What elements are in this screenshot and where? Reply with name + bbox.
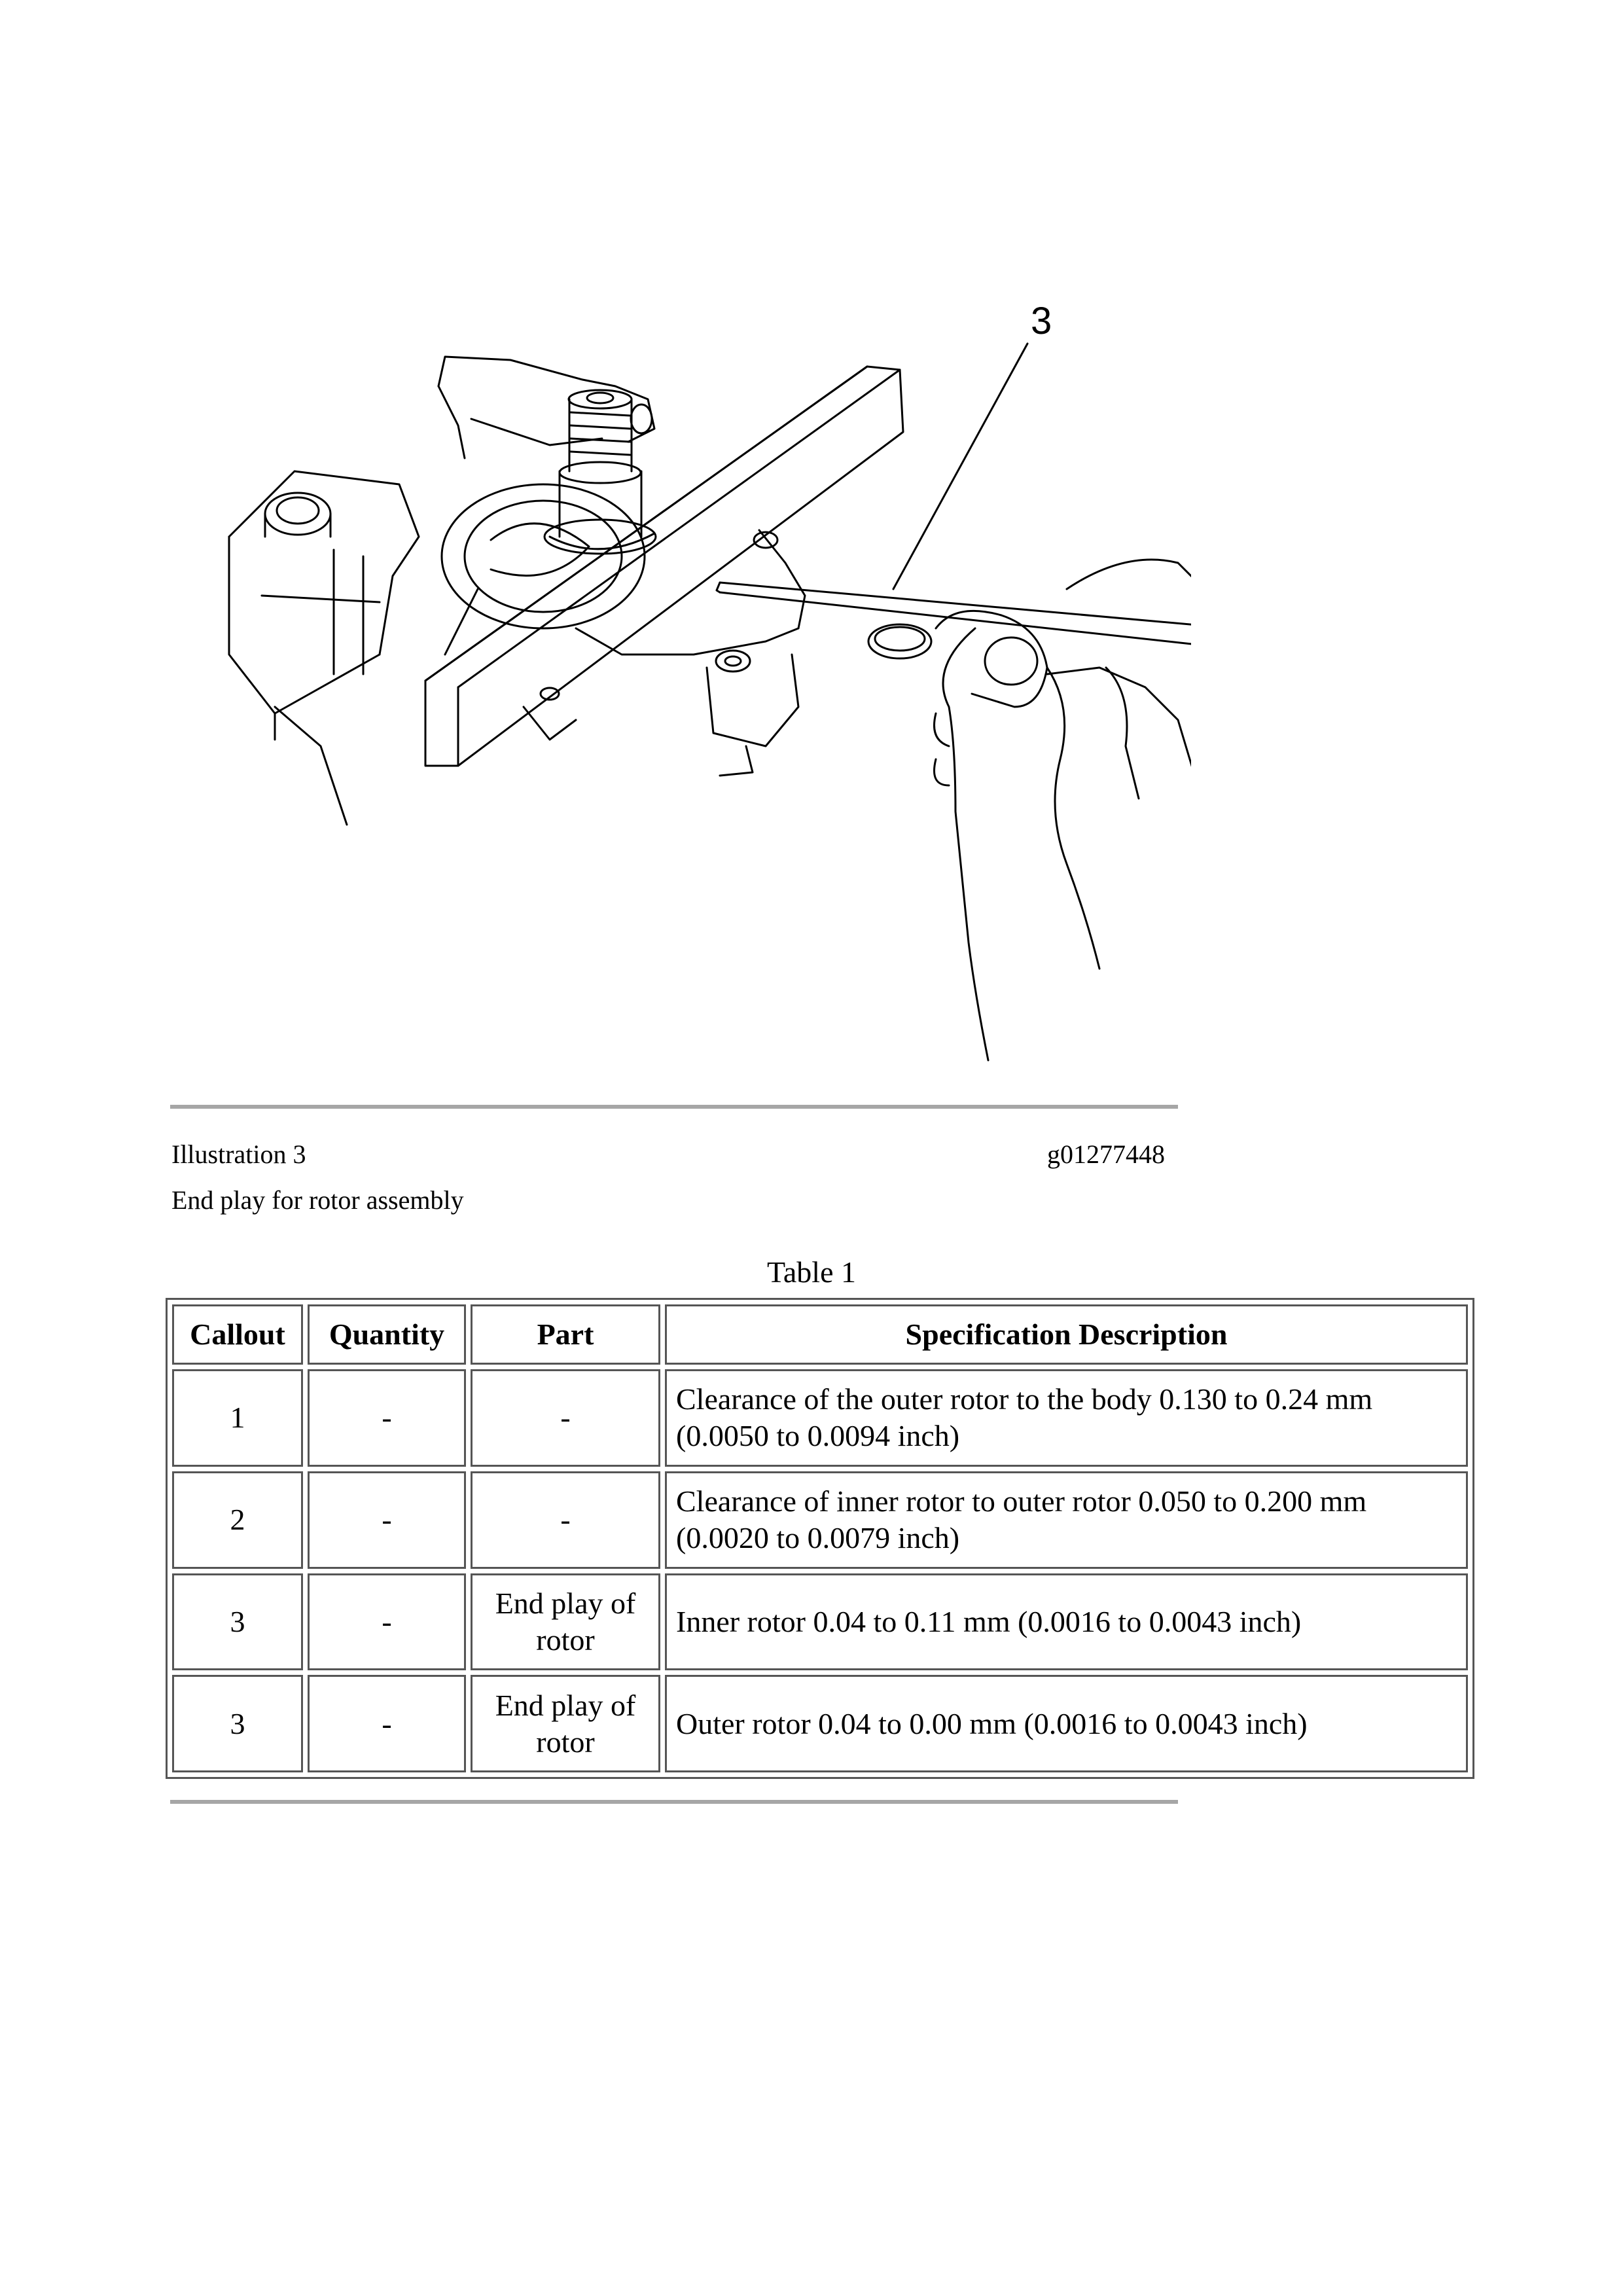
cell-description: Clearance of the outer rotor to the body 0.130 to 0.24 mm (0.0050 to 0.0094 inch) [665, 1369, 1468, 1467]
cell-quantity: - [308, 1369, 466, 1467]
table-row [172, 1369, 1468, 1467]
table-row [172, 1471, 1468, 1569]
cell-callout: 3 [172, 1675, 303, 1772]
cell-part: - [471, 1369, 660, 1467]
header-part: Part [471, 1304, 660, 1365]
bottom-divider [170, 1800, 1178, 1804]
illustration-description: End play for rotor assembly [171, 1185, 464, 1215]
callout-3-label: 3 [1031, 300, 1052, 342]
cell-part: End play of rotor [471, 1675, 660, 1772]
cell-callout: 3 [172, 1573, 303, 1671]
illustration-figure [196, 288, 1191, 1073]
cell-description: Clearance of inner rotor to outer rotor 0.050 to 0.200 mm (0.0020 to 0.0079 inch) [665, 1471, 1468, 1569]
table-row [172, 1675, 1468, 1772]
straight-edge-drawing [425, 367, 903, 766]
hand-drawing [935, 560, 1192, 1060]
cell-part: End play of rotor [471, 1573, 660, 1671]
cell-callout: 2 [172, 1471, 303, 1569]
illustration-id: g01277448 [1047, 1139, 1165, 1169]
table-header-row [172, 1304, 1468, 1365]
cell-part: - [471, 1471, 660, 1569]
feeler-gauge-drawing [717, 583, 1191, 658]
table-row [172, 1573, 1468, 1671]
cell-callout: 1 [172, 1369, 303, 1467]
cell-quantity: - [308, 1675, 466, 1772]
cell-quantity: - [308, 1471, 466, 1569]
header-specification-description: Specification Description [665, 1304, 1468, 1365]
illustration-label: Illustration 3 [171, 1139, 306, 1169]
header-callout: Callout [172, 1304, 303, 1365]
cell-description: Inner rotor 0.04 to 0.11 mm (0.0016 to 0.0043 inch) [665, 1573, 1468, 1671]
cell-description: Outer rotor 0.04 to 0.00 mm (0.0016 to 0.0043 inch) [665, 1675, 1468, 1772]
specification-table [166, 1298, 1474, 1779]
cell-quantity: - [308, 1573, 466, 1671]
table-title: Table 1 [767, 1255, 857, 1289]
callout-leader-3 [893, 344, 1027, 589]
header-quantity: Quantity [308, 1304, 466, 1365]
top-divider [170, 1105, 1178, 1109]
